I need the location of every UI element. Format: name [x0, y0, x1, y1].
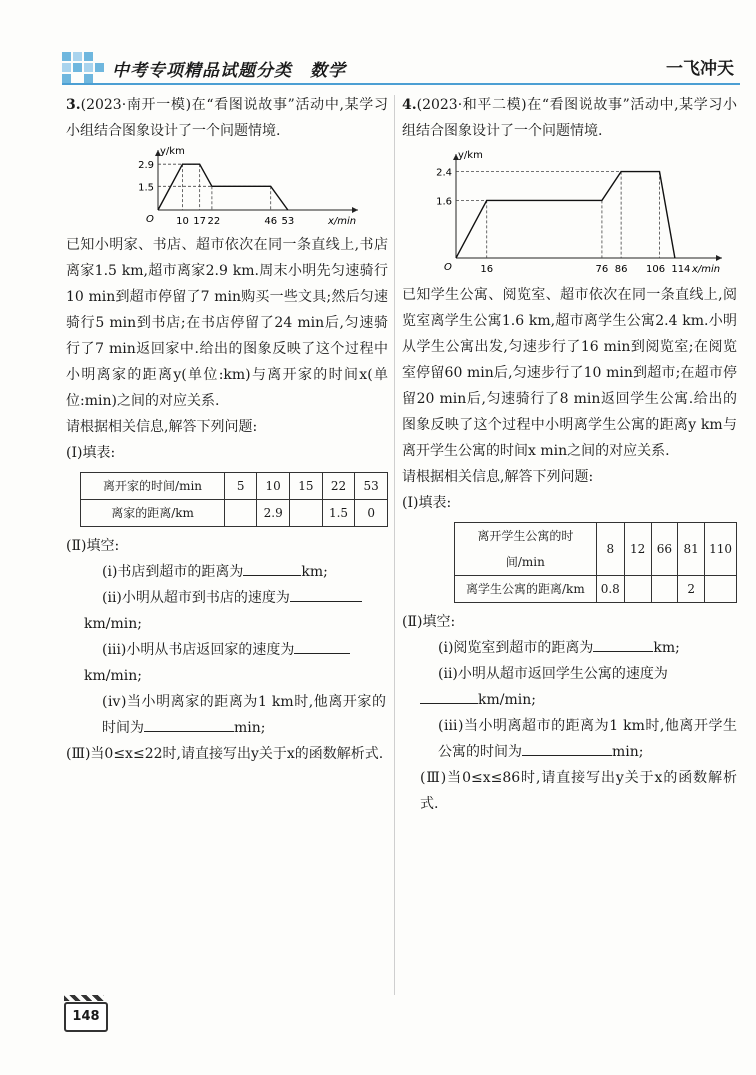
q4-table-row1-label: 离开学生公寓的时间/min	[455, 523, 597, 576]
q3-p2-i-unit: km;	[301, 564, 328, 580]
header-brand: 一飞冲天	[666, 59, 734, 79]
q4-part2-ii-line2	[402, 687, 737, 713]
q4-table-cell: 12	[624, 523, 651, 576]
q4-story: 已知学生公寓、阅览室、超市依次在同一条直线上,阅览室离学生公寓1.6 km,超市离学生公寓2.4 km.小明从学生公寓出发,匀速步行了16 min到阅览室;在阅览室停留60 min后,匀速步行了10 min到超市;在超市停留20 min后,匀速骑行了8 min返回学生公寓.给出的图象反映了这个过程中小明离学生公寓的距离y km与离开学生公寓的时间x min之间的对应关系.	[402, 287, 737, 459]
x-tick-label: 22	[207, 216, 221, 227]
q4-number: 4.	[402, 97, 417, 113]
q4-table-answer-cell[interactable]	[651, 576, 678, 603]
q3-answer-blank[interactable]	[290, 585, 362, 602]
q4-part2-iii	[402, 713, 737, 765]
q3-part2-ii	[66, 585, 388, 611]
q3-table-answer-cell[interactable]	[225, 500, 257, 527]
q3-table-cell: 10	[257, 473, 290, 500]
q4-table-answer-cell[interactable]	[705, 576, 737, 603]
question-3	[66, 92, 388, 767]
header-rule	[62, 83, 740, 85]
q4-part3: (Ⅲ)当0≤x≤86时,请直接写出y关于x的函数解析式.	[420, 770, 737, 812]
q3-table-row2-label: 离家的距离/km	[81, 500, 225, 527]
question-4	[402, 92, 737, 817]
q4-part2-i	[402, 635, 737, 661]
q3-p2-iv-unit: min;	[234, 720, 266, 736]
header-title: 中考专项精品试题分类 数学	[112, 61, 346, 81]
q4-table-cell: 110	[705, 523, 737, 576]
q4-table	[454, 522, 737, 603]
q3-table-row1-label: 离开家的时间/min	[81, 473, 225, 500]
q3-part2-iv	[66, 689, 388, 741]
q4-p2-iii-unit: min;	[612, 744, 644, 760]
q4-answer-blank[interactable]	[593, 635, 653, 652]
q4-table-cell: 81	[678, 523, 705, 576]
x-tick-label: 17	[193, 216, 207, 227]
q4-p2-iii-text: (ⅲ)当小明离超市的距离为1 km时,他离开学生公寓的时间为	[438, 718, 737, 760]
q4-part1: (Ⅰ)填表:	[402, 495, 452, 511]
q4-table-cell: 2	[678, 576, 705, 603]
column-divider	[394, 95, 395, 995]
q3-answer-blank[interactable]	[243, 559, 301, 576]
q3-part2-ii-unit: km/min;	[84, 616, 142, 632]
x-tick-label: 53	[281, 216, 295, 227]
q3-part2-iii-unit: km/min;	[84, 668, 142, 684]
y-tick-label: 1.6	[436, 196, 452, 208]
q4-table-answer-cell[interactable]	[624, 576, 651, 603]
q3-story: 已知小明家、书店、超市依次在同一条直线上,书店离家1.5 km,超市离家2.9 km.周末小明先匀速骑行10 min到超市停留了7 min购买一些文具;然后匀速骑行5 min到书店;在书店停留了24 min后,匀速骑行了7 min返回家中.给出的图象反映了这个过程中小明离家的距离y(单位:km)与离开家的时间x(单位:min)之间的对应关系.	[66, 237, 388, 409]
q3-part3: (Ⅲ)当0≤x≤22时,请直接写出y关于x的函数解析式.	[66, 746, 384, 762]
x-tick-label: 106	[645, 264, 666, 275]
q3-answer-blank[interactable]	[144, 715, 234, 732]
q4-table-cell: 8	[596, 523, 624, 576]
q4-part2: (Ⅱ)填空:	[402, 614, 456, 630]
q3-intro-text: (2023·南开一模)在“看图说故事”活动中,某学习小组结合图象设计了一个问题情境.	[66, 97, 388, 139]
x-tick-label: 86	[614, 264, 628, 275]
q3-table-cell: 5	[225, 473, 257, 500]
q3-table-cell: 22	[322, 473, 355, 500]
q3-table	[80, 472, 388, 527]
q3-p2-ii-text: (ⅱ)小明从超市到书店的速度为	[102, 590, 290, 606]
y-axis-label: y/km	[458, 150, 483, 161]
y-tick-label: 2.4	[436, 167, 452, 179]
table-row	[81, 500, 388, 527]
q3-p2-iv-text: (ⅳ)当小明离家的距离为1 km时,他离开家的时间为	[102, 694, 386, 736]
q3-p2-i-text: (ⅰ)书店到超市的距离为	[102, 564, 244, 580]
q4-table-cell: 66	[651, 523, 678, 576]
x-tick-label: 10	[176, 216, 189, 227]
q4-table-cell: 0.8	[596, 576, 624, 603]
q4-intro	[402, 92, 737, 144]
q4-answer-blank[interactable]	[522, 739, 612, 756]
q4-p2-i-text: (ⅰ)阅览室到超市的距离为	[438, 640, 594, 656]
q3-table-answer-cell[interactable]	[290, 500, 323, 527]
q4-ask: 请根据相关信息,解答下列问题:	[402, 469, 594, 485]
q3-table-cell: 0	[355, 500, 388, 527]
x-tick-label: 114	[671, 264, 691, 275]
origin-label: O	[444, 262, 452, 273]
q3-number: 3.	[66, 97, 81, 113]
table-row	[455, 523, 737, 576]
x-tick-label: 16	[480, 264, 494, 275]
table-row	[81, 473, 388, 500]
q4-table-row2-label: 离学生公寓的距离/km	[455, 576, 597, 603]
y-axis-label: y/km	[160, 146, 185, 157]
x-tick-label: 46	[264, 216, 278, 227]
y-tick-label: 2.9	[138, 160, 154, 172]
q3-part2: (Ⅱ)填空:	[66, 538, 120, 554]
q4-graph	[432, 148, 732, 280]
page-number: 148	[64, 1002, 108, 1032]
q3-table-cell: 53	[355, 473, 388, 500]
x-axis-arrow	[716, 255, 722, 261]
q3-graph	[126, 146, 366, 232]
q3-part2-iii	[66, 637, 388, 663]
graph-line	[456, 172, 675, 258]
x-axis-label: x/min	[328, 216, 357, 227]
q3-intro	[66, 92, 388, 144]
x-axis-arrow	[352, 207, 358, 213]
q3-p2-iii-text: (ⅲ)小明从书店返回家的速度为	[102, 642, 295, 658]
q4-part2-ii	[402, 661, 737, 687]
graph-line	[158, 164, 288, 210]
header-logo-pattern	[62, 52, 106, 82]
q4-p2-ii-unit: km/min;	[478, 692, 536, 708]
table-row	[455, 576, 737, 603]
page-header	[62, 50, 740, 86]
q4-p2-i-unit: km;	[653, 640, 680, 656]
q4-intro-text: (2023·和平二模)在“看图说故事”活动中,某学习小组结合图象设计了一个问题情境.	[402, 97, 737, 139]
q3-table-cell: 1.5	[322, 500, 355, 527]
q3-answer-blank[interactable]	[294, 637, 350, 654]
q3-part2-i	[66, 559, 388, 585]
q3-table-cell: 2.9	[257, 500, 290, 527]
y-tick-label: 1.5	[138, 182, 154, 194]
q4-answer-blank[interactable]	[420, 687, 478, 704]
q3-table-cell: 15	[290, 473, 323, 500]
origin-label: O	[146, 214, 154, 225]
x-tick-label: 76	[595, 264, 609, 275]
q4-p2-ii-text: (ⅱ)小明从超市返回学生公寓的速度为	[438, 666, 668, 682]
q3-part1: (Ⅰ)填表:	[66, 445, 116, 461]
x-axis-label: x/min	[692, 264, 721, 275]
q3-ask: 请根据相关信息,解答下列问题:	[66, 419, 258, 435]
